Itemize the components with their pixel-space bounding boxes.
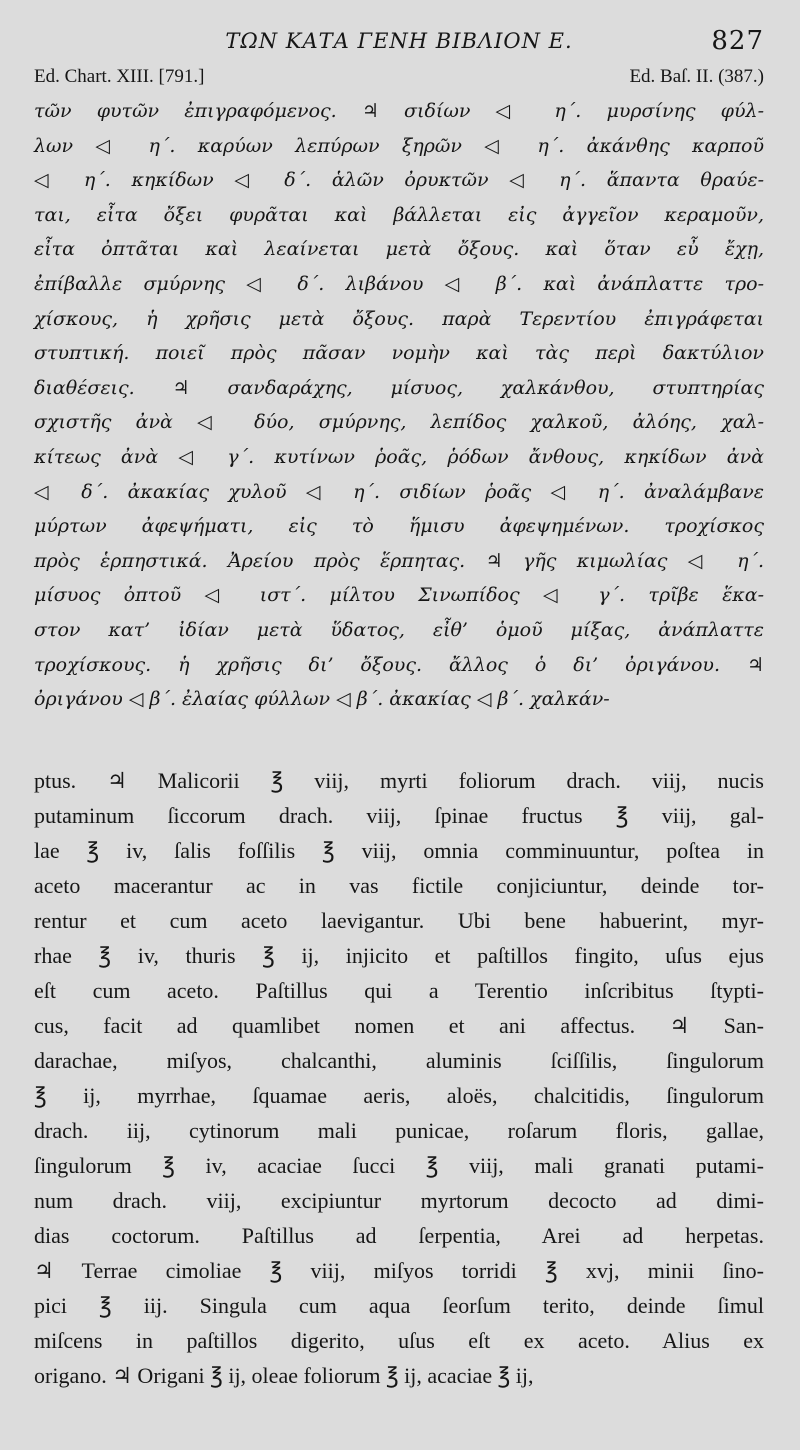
greek-line: στυπτική. ποιεῖ πρὸς πᾶσαν νομὴν καὶ τὰς περὶ δακτύλιον — [34, 342, 764, 365]
latin-line: ptus. ♃ Malicorii ℥ viij, myrti foliorum drach. viij, nucis — [34, 767, 764, 793]
latin-line: dias coctorum. Paſtillus ad ſerpentia, Arei ad herpetas. — [34, 1222, 764, 1248]
page-number: 827 — [711, 26, 764, 56]
greek-line: στον κατ’ ἰδίαν μετὰ ὕδατος, εἶθ’ ὁμοῦ μίξας, ἀνάπλαττε — [34, 618, 764, 641]
edition-line — [34, 62, 764, 92]
latin-line: rentur et cum aceto laevigantur. Ubi bene habuerint, myr- — [34, 907, 764, 933]
greek-line: ◁ η΄. κηκίδων ◁ δ΄. ἁλῶν ὀρυκτῶν ◁ η΄. ἅπαντα θραύε- — [34, 169, 764, 192]
greek-line: ὀριγάνου ◁ β΄. ἐλαίας φύλλων ◁ β΄. ἀκακίας ◁ β΄. χαλκάν- — [34, 688, 610, 711]
latin-line: putaminum ſiccorum drach. viij, ſpinae fructus ℥ viij, gal- — [34, 802, 764, 828]
latin-line: rhae ℥ iv, thuris ℥ ij, injicito et paſtillos fingito, uſus ejus — [34, 942, 764, 968]
column-separator — [34, 717, 764, 763]
running-title: ΤΩΝ ΚΑΤΑ ΓΕΝΗ ΒΙΒΛΙΟΝ Ε. — [225, 29, 573, 53]
latin-line: ſingulorum ℥ iv, acaciae ſucci ℥ viij, mali granati putami- — [34, 1152, 764, 1178]
greek-line: ◁ δ΄. ἀκακίας χυλοῦ ◁ η΄. σιδίων ῥοᾶς ◁ η΄. ἀναλάμβανε — [34, 480, 764, 503]
latin-text-block — [34, 763, 764, 1393]
edition-right: Ed. Baſ. II. (387.) — [629, 66, 764, 87]
latin-line: lae ℥ iv, ſalis foſſilis ℥ viij, omnia comminuuntur, poſtea in — [34, 837, 764, 863]
greek-line: εἶτα ὀπτᾶται καὶ λεαίνεται μετὰ ὄξους. καὶ ὅταν εὖ ἔχῃ, — [34, 238, 764, 261]
greek-line: χίσκους, ἡ χρῆσις μετὰ ὄξους. παρὰ Τερεντίου ἐπιγράφεται — [34, 307, 764, 330]
latin-line: ℥ ij, myrrhae, ſquamae aeris, aloës, chalcitidis, ſingulorum — [34, 1082, 764, 1108]
latin-line: num drach. viij, excipiuntur myrtorum decocto ad dimi- — [34, 1187, 764, 1213]
latin-line: drach. iij, cytinorum mali punicae, roſarum floris, gallae, — [34, 1117, 764, 1143]
greek-line: τροχίσκους. ἡ χρῆσις δι’ ὄξους. ἄλλος ὁ δι’ ὀριγάνου. ♃ — [34, 653, 764, 676]
greek-line: σχιστῆς ἀνὰ ◁ δύο, σμύρνης, λεπίδος χαλκοῦ, ἀλόης, χαλ- — [34, 411, 764, 434]
latin-line: pici ℥ iij. Singula cum aqua ſeorſum terito, deinde ſimul — [34, 1292, 764, 1318]
greek-line: κίτεως ἀνὰ ◁ γ΄. κυτίνων ῥοᾶς, ῥόδων ἄνθους, κηκίδων ἀνὰ — [34, 445, 764, 468]
greek-line: ται, εἶτα ὄξει φυρᾶται καὶ βάλλεται εἰς ἀγγεῖον κεραμοῦν, — [34, 203, 764, 226]
greek-line: ἐπίβαλλε σμύρνης ◁ δ΄. λιβάνου ◁ β΄. καὶ ἀνάπλαττε τρο- — [34, 272, 764, 295]
latin-line: aceto macerantur ac in vas fictile conjiciuntur, deinde tor- — [34, 872, 764, 898]
edition-left: Ed. Chart. XIII. [791.] — [34, 66, 205, 87]
greek-line: μύρτων ἀφεψήματι, εἰς τὸ ἥμισυ ἀφεψημένων. τροχίσκος — [34, 515, 764, 538]
latin-line: ♃ Terrae cimoliae ℥ viij, miſyos torridi ℥ xvj, minii ſino- — [34, 1257, 764, 1283]
greek-line: διαθέσεις. ♃ σανδαράχης, μίσυος, χαλκάνθου, στυπτηρίας — [34, 376, 764, 399]
latin-line: miſcens in paſtillos digerito, uſus eſt ex aceto. Alius ex — [34, 1327, 764, 1353]
latin-line: origano. ♃ Origani ℥ ij, oleae foliorum ℥ ij, acaciae ℥ ij, — [34, 1362, 534, 1388]
latin-line: darachae, miſyos, chalcanthi, aluminis ſciſſilis, ſingulorum — [34, 1047, 764, 1073]
greek-line: πρὸς ἑρπηστικά. Ἀρείου πρὸς ἕρπητας. ♃ γῆς κιμωλίας ◁ η΄. — [34, 549, 764, 572]
greek-line: μίσυος ὀπτοῦ ◁ ιστ΄. μίλτου Σινωπίδος ◁ γ΄. τρῖβε ἕκα- — [34, 584, 764, 607]
latin-line: eſt cum aceto. Paſtillus qui a Terentio inſcribitus ſtypti- — [34, 977, 764, 1003]
greek-line: λων ◁ η΄. καρύων λεπύρων ξηρῶν ◁ η΄. ἀκάνθης καρποῦ — [34, 134, 764, 157]
greek-line: τῶν φυτῶν ἐπιγραφόμενος. ♃ σιδίων ◁ η΄. μυρσίνης φύλ- — [34, 100, 764, 122]
latin-line: cus, facit ad quamlibet nomen et ani affectus. ♃ San- — [34, 1012, 764, 1038]
greek-text-block — [34, 94, 764, 717]
running-head — [34, 22, 764, 60]
